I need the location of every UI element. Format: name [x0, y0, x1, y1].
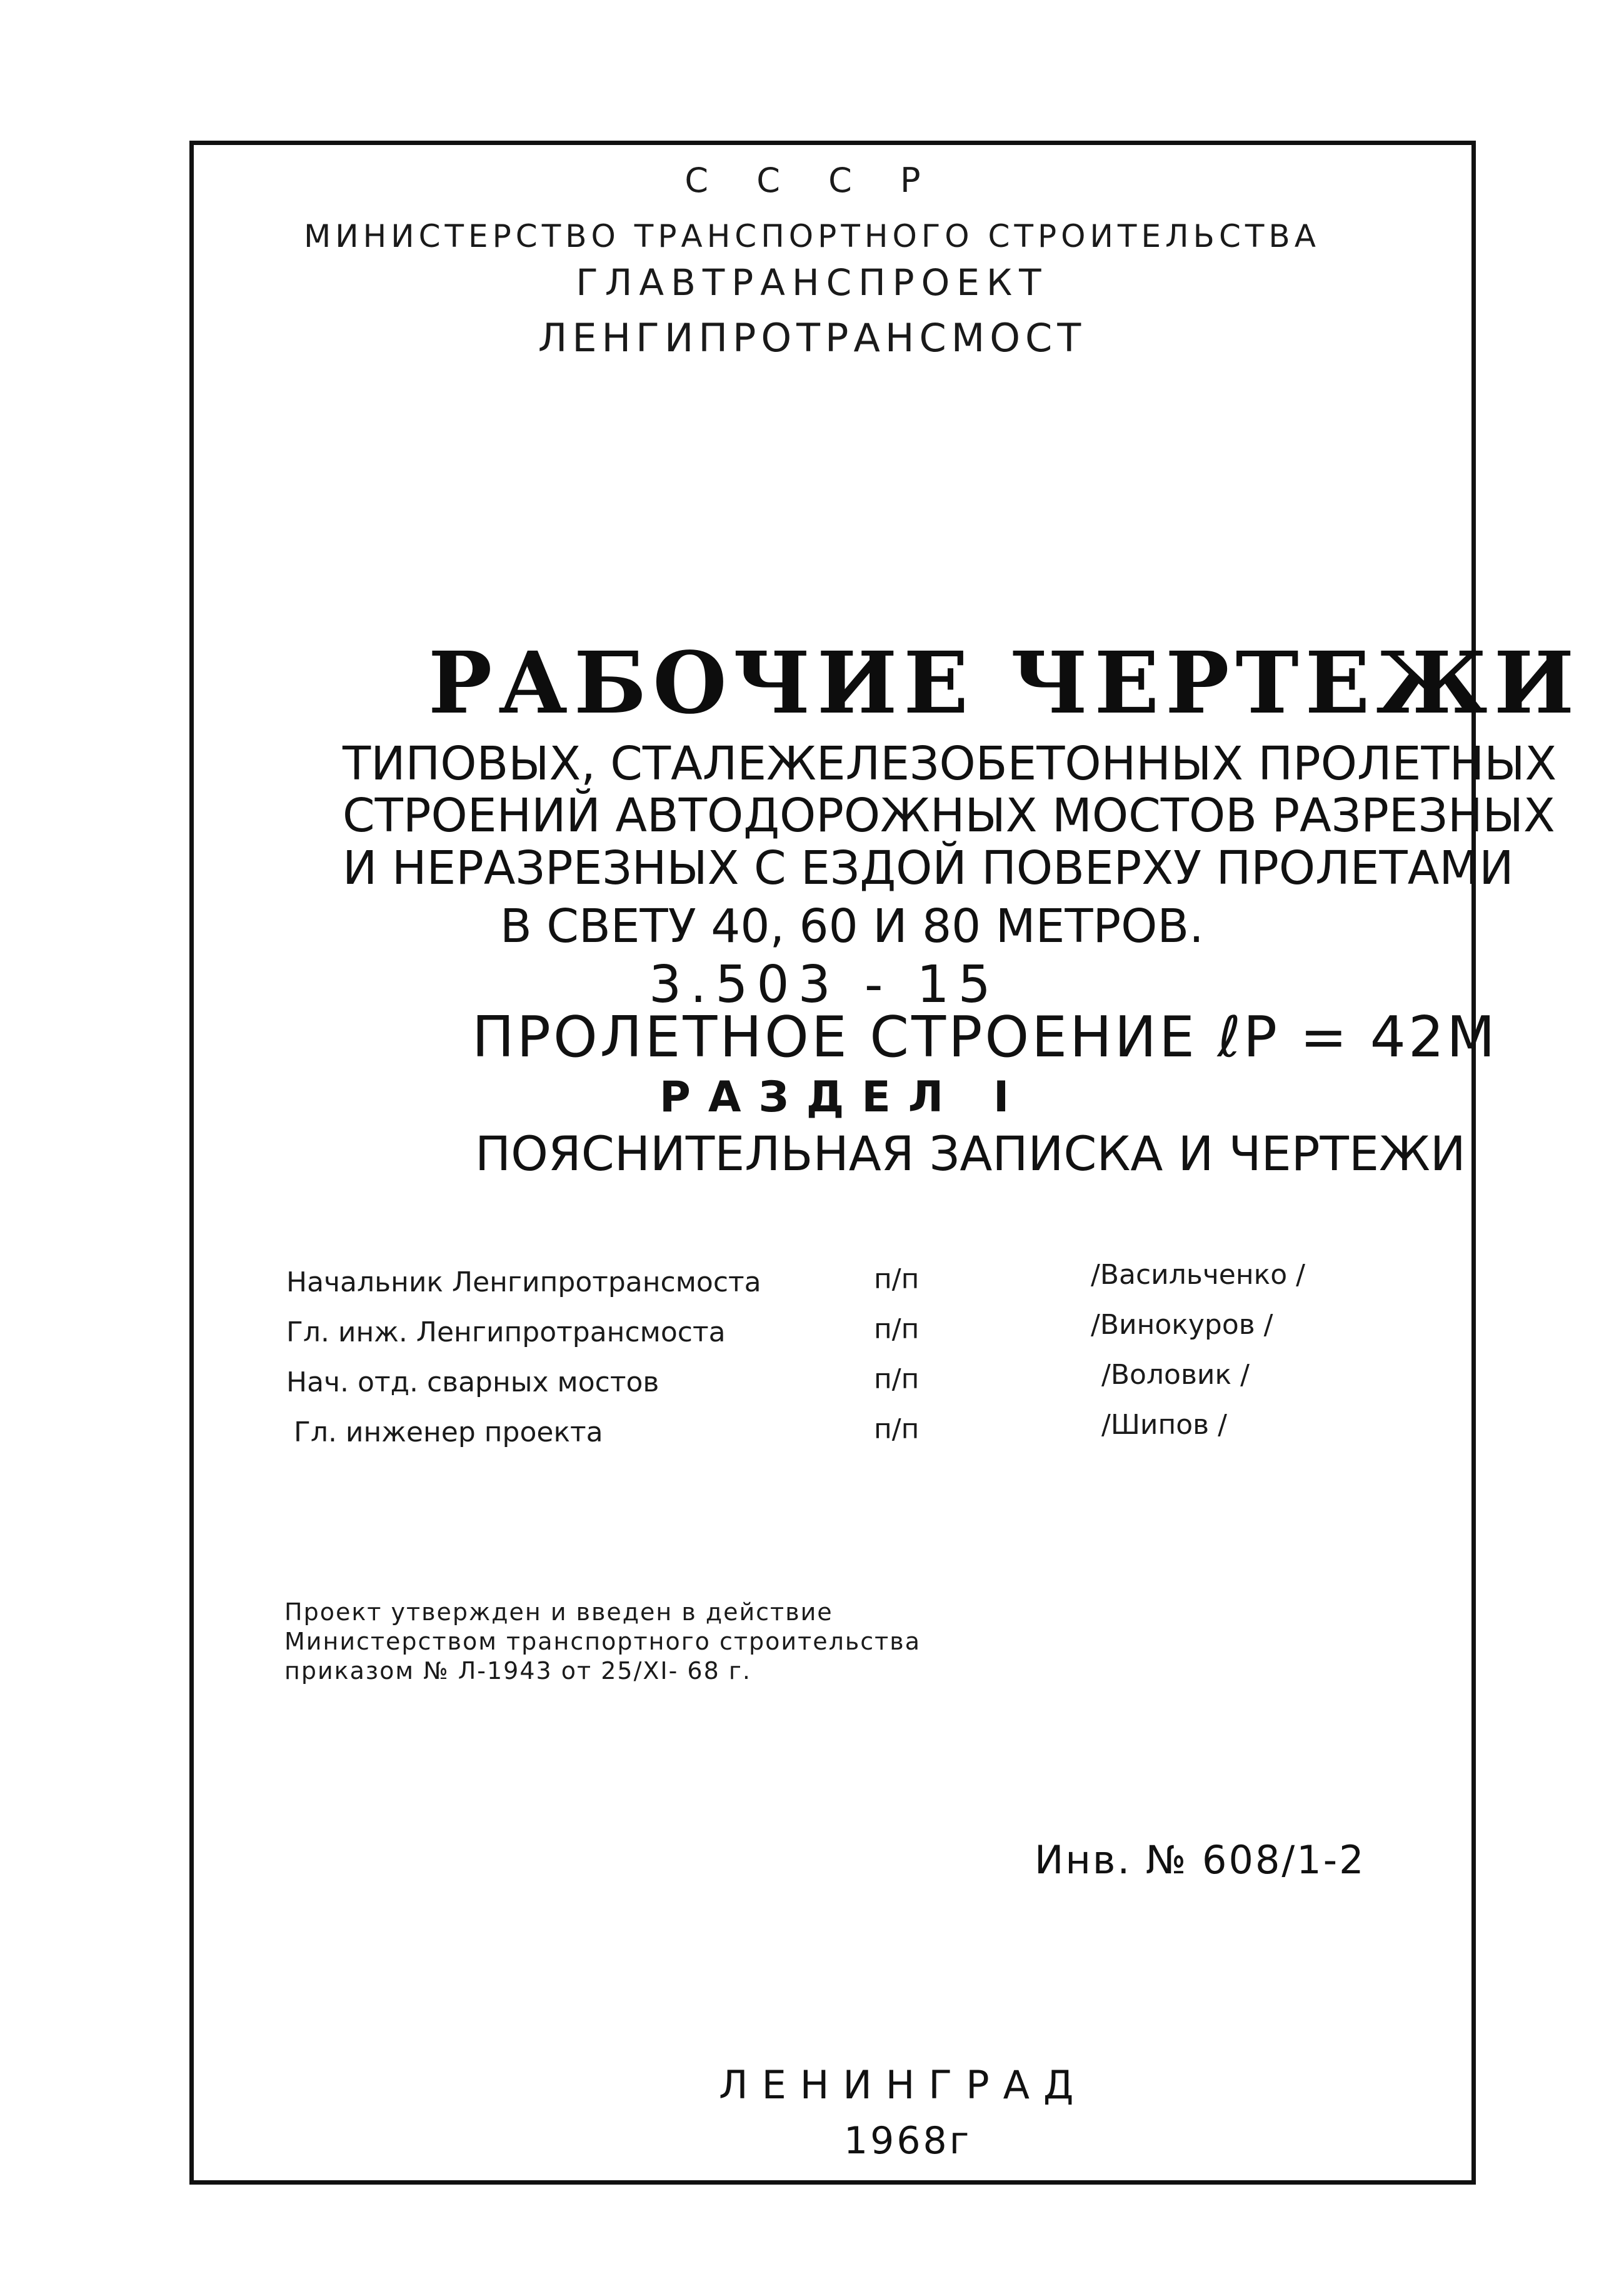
- institute-label: ЛЕНГИПРОТРАНСМОСТ: [538, 315, 1086, 361]
- signature-name-3: /Воловик /: [1101, 1359, 1250, 1391]
- country-label: С С С Р: [684, 161, 940, 200]
- ministry-label: МИНИСТЕРСТВО ТРАНСПОРТНОГО СТРОИТЕЛЬСТВА: [304, 218, 1320, 254]
- signature-mark-3: п/п: [874, 1363, 920, 1395]
- approval-line-3: приказом № Л-1943 от 25/XI- 68 г.: [284, 1657, 751, 1685]
- description-line-2: СТРОЕНИЙ АВТОДОРОЖНЫХ МОСТОВ РАЗРЕЗНЫХ: [343, 789, 1555, 843]
- span-label: ПРОЛЕТНОЕ СТРОЕНИЕ ℓР = 42М: [472, 1004, 1498, 1070]
- signature-name-4: /Шипов /: [1101, 1409, 1227, 1441]
- signature-mark-1: п/п: [874, 1263, 920, 1295]
- signature-position-1: Начальник Ленгипротрансмоста: [286, 1266, 761, 1298]
- document-title: РАБОЧИЕ ЧЕРТЕЖИ: [428, 633, 1581, 733]
- description-line-4: В СВЕТУ 40, 60 И 80 МЕТРОВ.: [500, 899, 1204, 953]
- inventory-number: Инв. № 608/1-2: [1035, 1837, 1366, 1883]
- section-label: РАЗДЕЛ I: [659, 1073, 1027, 1122]
- description-line-3: И НЕРАЗРЕЗНЫХ С ЕЗДОЙ ПОВЕРХУ ПРОЛЕТАМИ: [343, 841, 1514, 895]
- signature-position-4: Гл. инженер проекта: [294, 1416, 603, 1448]
- city-label: ЛЕНИНГРАД: [719, 2062, 1088, 2108]
- department-label: ГЛАВТРАНСПРОЕКТ: [576, 261, 1048, 304]
- approval-line-1: Проект утвержден и введен в действие: [284, 1598, 833, 1626]
- signature-position-3: Нач. отд. сварных мостов: [286, 1366, 659, 1398]
- series-number: 3.503 - 15: [649, 955, 1000, 1014]
- signature-mark-2: п/п: [874, 1313, 920, 1345]
- description-line-1: ТИПОВЫХ, СТАЛЕЖЕЛЕЗОБЕТОННЫХ ПРОЛЕТНЫХ: [343, 737, 1557, 791]
- section-title: ПОЯСНИТЕЛЬНАЯ ЗАПИСКА И ЧЕРТЕЖИ: [475, 1126, 1466, 1181]
- signature-mark-4: п/п: [874, 1413, 920, 1445]
- approval-line-2: Министерством транспортного строительства: [284, 1628, 921, 1655]
- signature-name-1: /Васильченко /: [1091, 1259, 1305, 1291]
- signature-position-2: Гл. инж. Ленгипротрансмоста: [286, 1316, 726, 1348]
- signature-name-2: /Винокуров /: [1091, 1309, 1273, 1341]
- year-label: 1968г: [844, 2119, 972, 2163]
